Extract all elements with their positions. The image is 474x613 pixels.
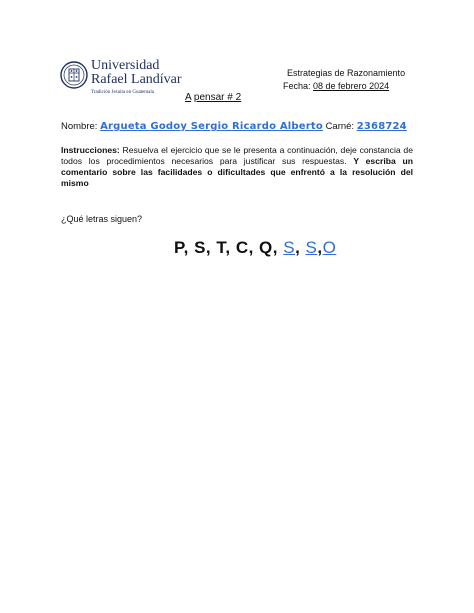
answer-letter-3: O: [322, 238, 337, 257]
date-value: 08 de febrero 2024: [313, 81, 390, 91]
activity-prefix: A: [185, 92, 192, 103]
student-name: Argueta Godoy Sergio Ricardo Alberto: [100, 121, 323, 132]
course-name: Estrategias de Razonamiento: [287, 68, 406, 78]
carne-value: 2368724: [356, 121, 407, 132]
instructions: [61, 145, 413, 189]
activity-name: pensar # 2: [193, 92, 242, 103]
sequence-given: P, S, T, C, Q,: [174, 238, 284, 257]
university-logo: [60, 57, 180, 99]
date-label: Fecha:: [283, 81, 311, 91]
instructions-label: Instrucciones:: [61, 145, 120, 155]
logo-name-line2: Rafael Landívar: [91, 72, 182, 87]
university-seal-icon: [60, 60, 88, 90]
answer-letter-2: S: [305, 238, 318, 257]
date-line: [283, 81, 389, 91]
letter-sequence: [174, 238, 336, 258]
carne-label: Carné:: [325, 121, 355, 132]
instructions-bold-tail: Y escriba un comentario sobre las facilidades o dificultades que enfrentó a la resolución del mismo: [61, 156, 413, 188]
answer-letter-1: S: [283, 238, 296, 257]
logo-name-line1: Universidad: [91, 58, 160, 73]
instructions-body: Resuelva el ejercicio que se le presenta a continuación, deje constancia de todos los procedimientos necesarios para justificar sus respuestas.: [61, 145, 413, 166]
sequence-separator-2: ,: [317, 238, 323, 257]
activity-title: [185, 92, 241, 103]
question: ¿Qué letras siguen?: [61, 214, 143, 224]
name-label: Nombre:: [61, 121, 98, 132]
student-info: [61, 121, 407, 132]
logo-tagline: Tradición Jesuita en Guatemala: [91, 90, 154, 95]
sequence-separator-1: ,: [295, 238, 306, 257]
